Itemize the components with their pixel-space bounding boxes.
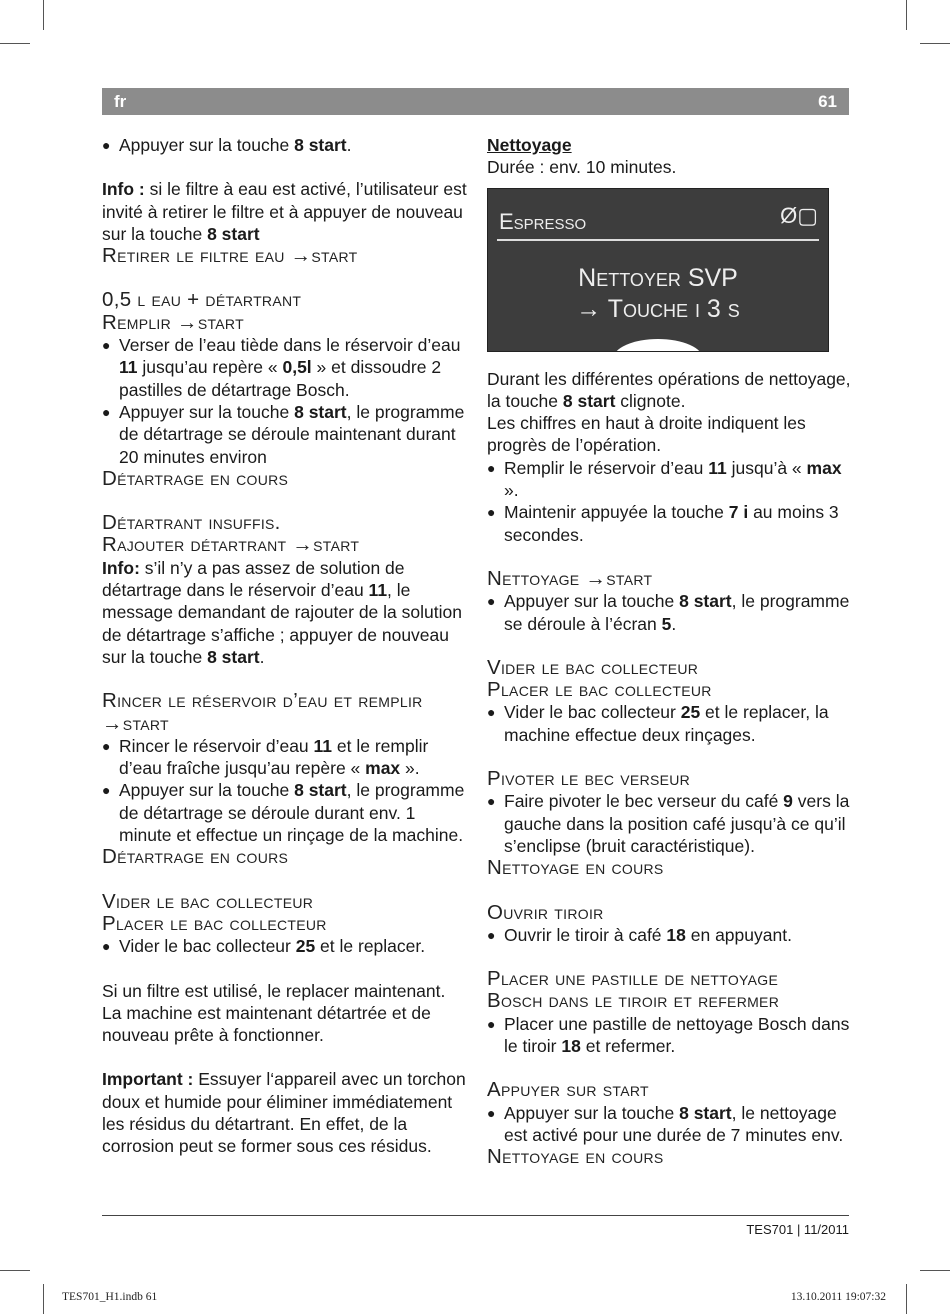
machine-display: [487, 188, 829, 352]
crop-mark: [906, 1284, 907, 1314]
display-message: Rincer le réservoir d’eau et remplir →start: [102, 689, 423, 735]
list-item: ● Faire pivoter le bec verseur du café 9 vers la gauche dans la position café jusqu’à ce qu’il s’enclipse (bruit caractéristique).: [487, 790, 852, 857]
bullet-list: [487, 924, 852, 946]
list-item: ● Placer une pastille de nettoyage Bosch dans le tiroir 18 et refermer.: [487, 1013, 852, 1058]
footer-rule: [102, 1215, 849, 1216]
list-item: ● Remplir le réservoir d’eau 11 jusqu’à « max ».: [487, 457, 852, 502]
cup-icon: Ø▢: [780, 202, 818, 228]
page-header: [102, 88, 849, 115]
list-item: ● Vider le bac collecteur 25 et le replacer.: [102, 935, 467, 957]
display-message: Ouvrir tiroir: [487, 900, 604, 924]
list-item: ● Vider le bac collecteur 25 et le replacer, la machine effectue deux rinçages.: [487, 701, 852, 746]
display-message: Vider le bac collecteur: [102, 889, 314, 913]
list-item: ● Appuyer sur la touche 8 start, le programme se déroule à l’écran 5.: [487, 590, 852, 635]
list-item: ● Verser de l’eau tiède dans le réservoir d’eau 11 jusqu’au repère « 0,5l » et dissoudre 2 pastilles de détartrage Bosch.: [102, 334, 467, 401]
crop-mark: [0, 1270, 30, 1271]
list-item: ● Rincer le réservoir d’eau 11 et le remplir d’eau fraîche jusqu’au repère « max ».: [102, 735, 467, 780]
important-note: Important : Essuyer l‘appareil avec un torchon doux et humide pour éliminer immédiatement les résidus du détartrant. En effet, de la corrosion peut se former sous ces résidus.: [102, 1069, 466, 1157]
paragraph: Durant les différentes opérations de nettoyage, la touche 8 start clignote.: [487, 368, 851, 411]
display-message: Bosch dans le tiroir et refermer: [487, 989, 780, 1013]
display-message: 0,5 l eau + détartrant: [102, 288, 302, 312]
section-heading: Nettoyage: [487, 135, 572, 155]
list-item: ● Maintenir appuyée la touche 7 i au moins 3 secondes.: [487, 501, 852, 546]
print-slug-date: 13.10.2011 19:07:32: [790, 1291, 886, 1303]
display-message: Détartrage en cours: [102, 466, 289, 490]
display-message: Pivoter le bec verseur: [487, 767, 691, 791]
left-column: [102, 134, 467, 1158]
display-message: Remplir →start: [102, 310, 244, 334]
bullet-list: [487, 590, 852, 635]
display-text: Nettoyer SVP → Touche i 3 s: [576, 263, 740, 323]
crop-mark: [920, 1270, 950, 1271]
list-item: ● Appuyer sur la touche 8 start, le programme de détartrage se déroule maintenant durant 20 minutes environ: [102, 401, 467, 468]
info-note: Info: s’il n’y a pas assez de solution de détartrage dans le réservoir d’eau 11, le message demandant de rajouter de la solution de détartrage s’affiche ; appuyer de nouveau sur la touche 8 start.: [102, 557, 462, 667]
display-message: Détartrage en cours: [102, 845, 289, 869]
page-number: 61: [818, 92, 837, 111]
list-item: ● Appuyer sur la touche 8 start, le nettoyage est activé pour une durée de 7 minutes env.: [487, 1102, 852, 1147]
info-note: Info : si le filtre à eau est activé, l’utilisateur est invité à retirer le filtre et à appuyer de nouveau sur la touche 8 start: [102, 179, 467, 244]
display-message: Appuyer sur start: [487, 1078, 649, 1102]
crop-mark: [0, 43, 30, 44]
display-divider: [497, 239, 819, 241]
duration: Durée : env. 10 minutes.: [487, 157, 677, 178]
display-message: Placer une pastille de nettoyage: [487, 967, 779, 991]
display-message: Nettoyage en cours: [487, 1145, 664, 1169]
crop-mark: [920, 43, 950, 44]
bullet-list: [487, 457, 852, 546]
paragraph: Si un filtre est utilisé, le replacer maintenant. La machine est maintenant détartrée et de nouveau prête à fonctionner.: [102, 980, 446, 1046]
display-message: Rajouter détartrant →start: [102, 533, 360, 557]
language-code: fr: [114, 92, 127, 111]
bullet-list: [487, 790, 852, 857]
display-message: Détartrant insuffis.: [102, 511, 281, 535]
display-title: Espresso: [499, 208, 587, 234]
display-message: Vider le bac collecteur: [487, 655, 699, 679]
display-knob-cutout: [613, 339, 703, 352]
crop-mark: [43, 0, 44, 30]
bullet-list: [102, 935, 467, 957]
display-message: Nettoyage →start: [487, 566, 653, 590]
crop-mark: [43, 1284, 44, 1314]
display-message: Retirer le filtre eau →start: [102, 244, 358, 268]
bullet-list: [102, 735, 467, 846]
bullet-list: [487, 1013, 852, 1058]
paragraph: Les chiffres en haut à droite indiquent les progrès de l’opération.: [487, 413, 806, 456]
footer-reference: TES701 | 11/2011: [746, 1222, 849, 1237]
bullet-list: [102, 134, 467, 156]
bullet-list: [487, 1102, 852, 1147]
list-item: ● Appuyer sur la touche 8 start.: [102, 134, 467, 156]
display-message: Placer le bac collecteur: [102, 911, 327, 935]
bullet-list: [487, 701, 852, 746]
display-message: Nettoyage en cours: [487, 856, 664, 880]
right-column: [487, 134, 852, 1169]
display-message: Placer le bac collecteur: [487, 678, 712, 702]
list-item: ● Ouvrir le tiroir à café 18 en appuyant.: [487, 924, 852, 946]
list-item: ● Appuyer sur la touche 8 start, le programme de détartrage se déroule durant env. 1 minute et effectue un rinçage de la machine.: [102, 779, 467, 846]
print-slug-file: TES701_H1.indb 61: [62, 1291, 158, 1303]
bullet-list: [102, 334, 467, 468]
crop-mark: [906, 0, 907, 30]
